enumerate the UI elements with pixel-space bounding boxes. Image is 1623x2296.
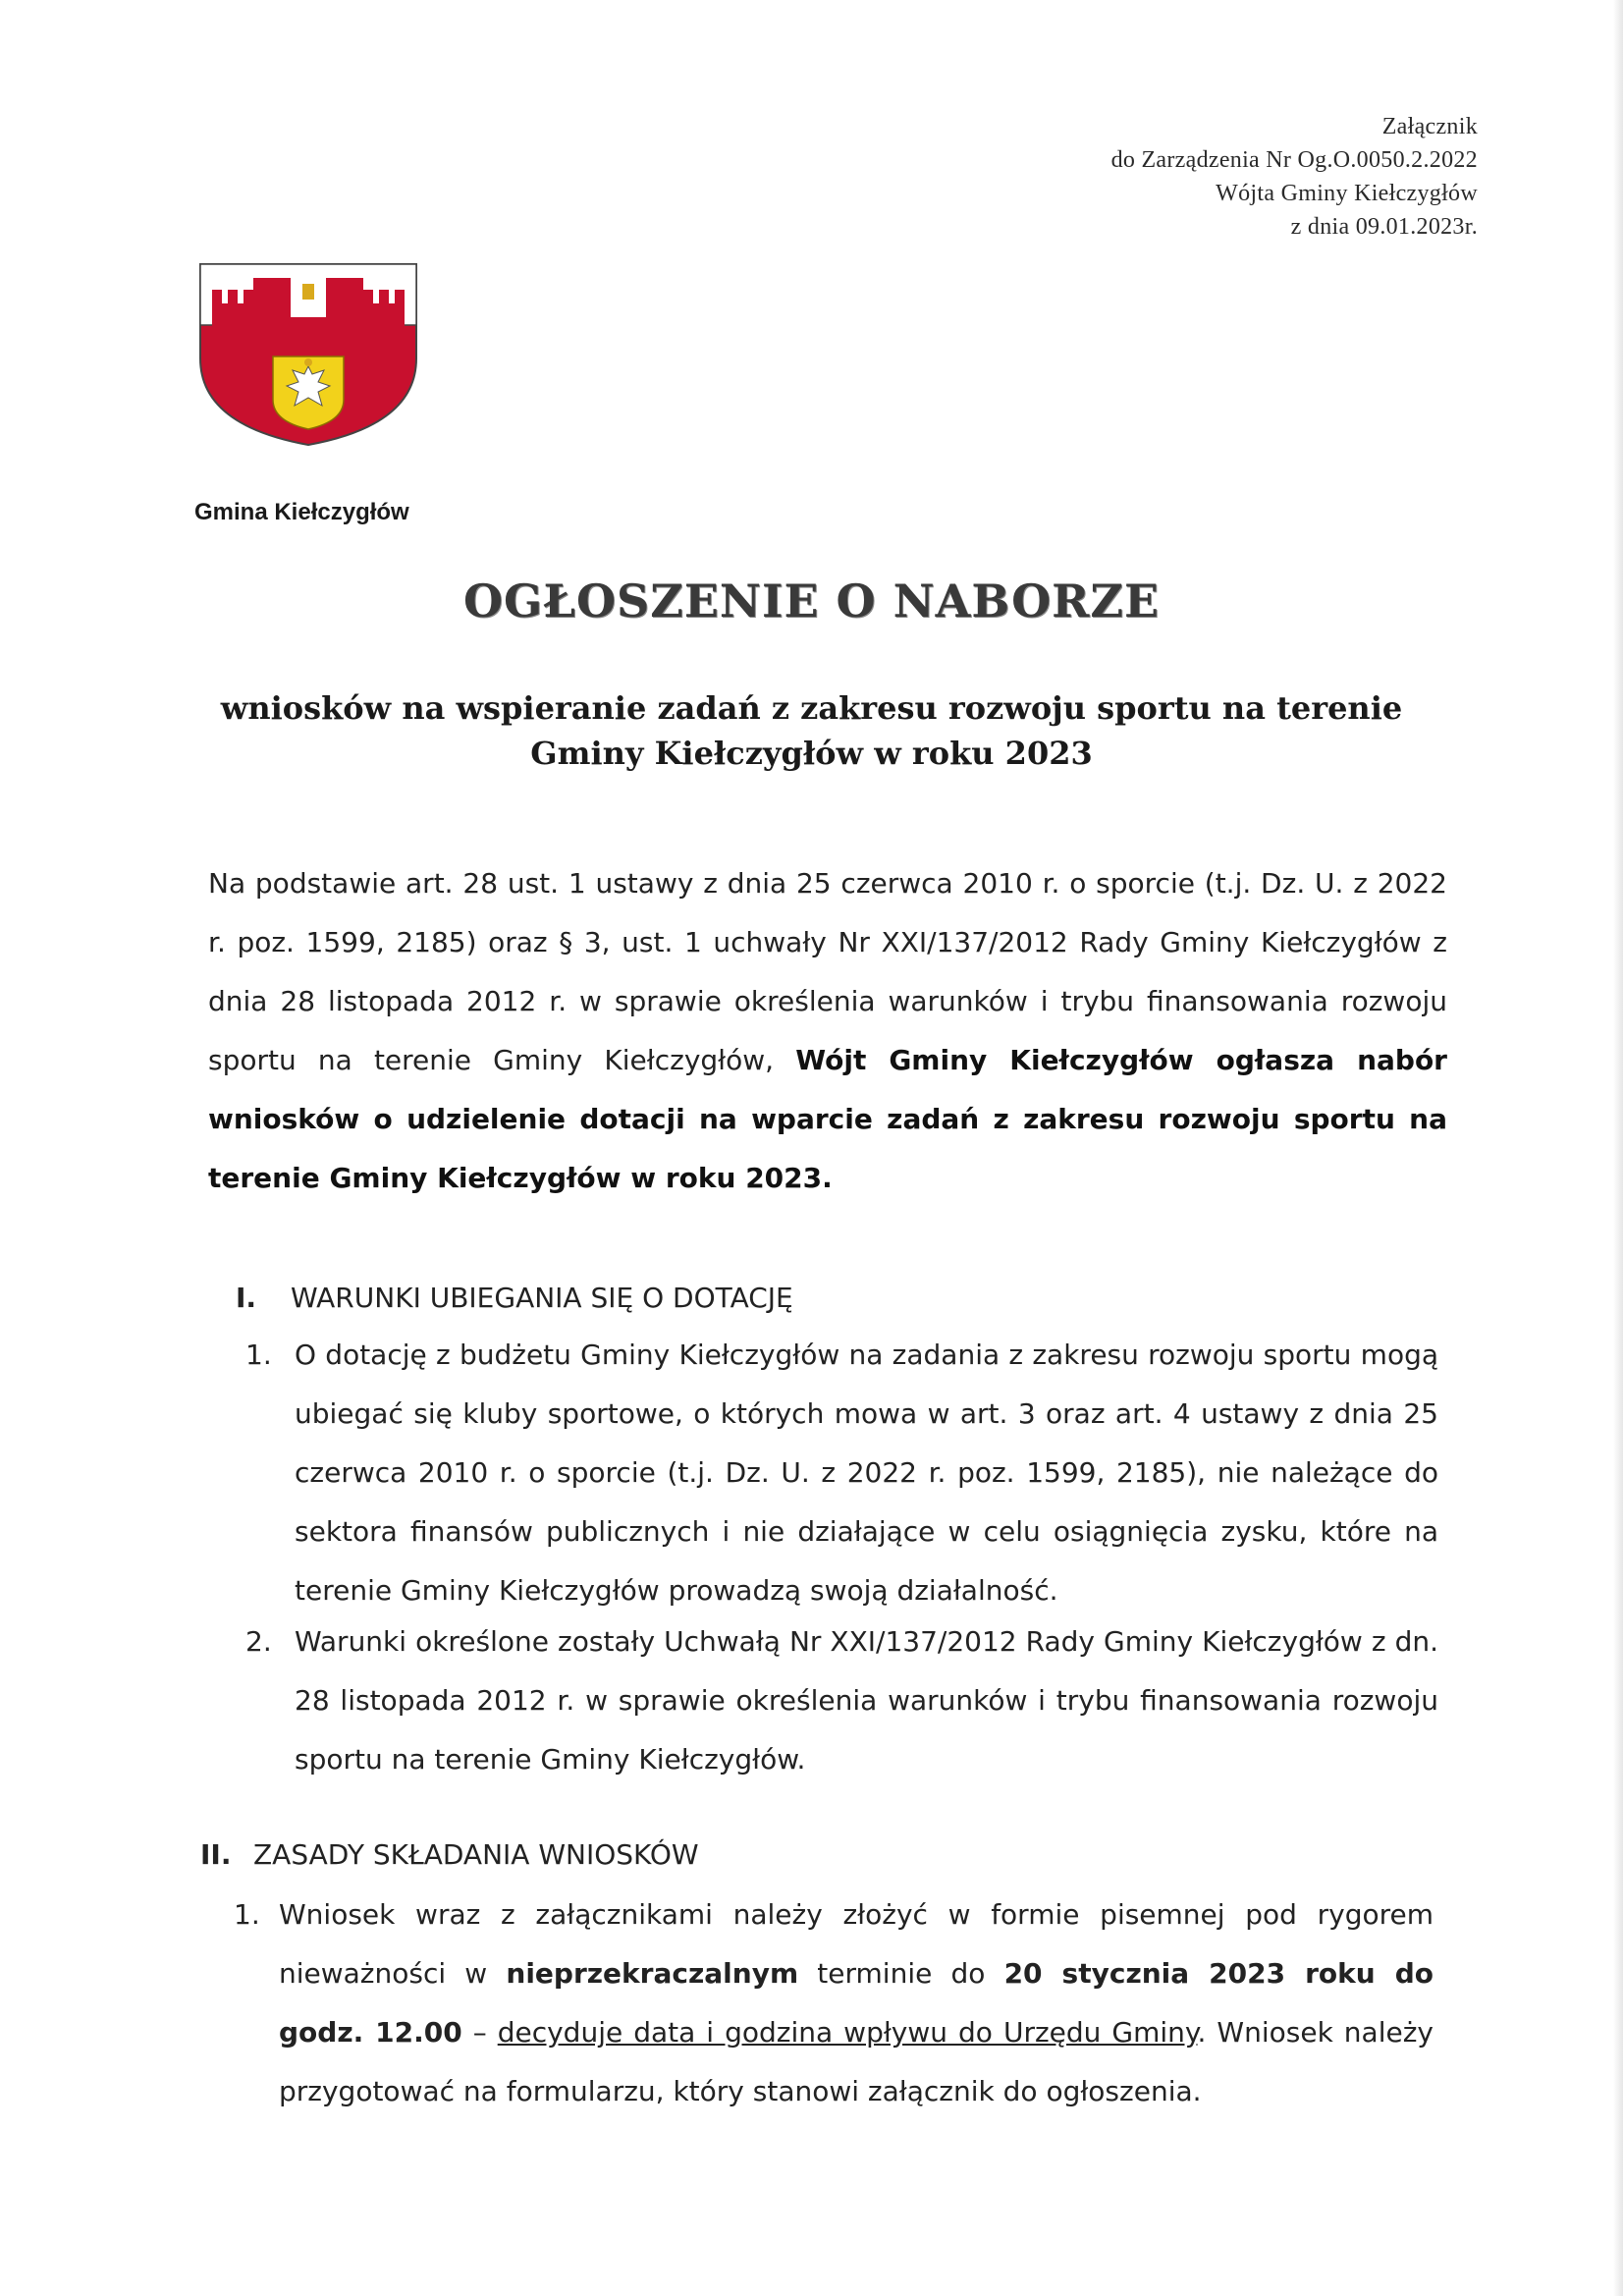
- item-text: O dotację z budżetu Gminy Kiełczygłów na zadania z zakresu rozwoju sportu mogą ubiegać się kluby sportowe, o których mowa w art. 3 oraz art. 4 ustawy z dnia 25 czerwca 2010 r. o sporcie (t.j. Dz. U. z 2022 r. poz. 1599, 2185), nie należące do sektora finansów publicznych i nie działające w celu osiągnięcia zysku, które na terenie Gminy Kiełczygłów prowadzą swoją działalność.: [295, 1339, 1438, 1607]
- underlined-text: decyduje data i godzina wpływu do Urzędu Gminy: [497, 2016, 1198, 2049]
- item-text: –: [461, 2016, 498, 2049]
- attachment-note: [967, 110, 1478, 244]
- section-number: I.: [236, 1282, 257, 1314]
- item-bold-text: nieprzekraczalnym: [506, 1957, 799, 1990]
- section-heading-2: [200, 1838, 699, 1871]
- section-heading-1: [236, 1282, 793, 1314]
- list-item: [234, 1886, 1434, 2121]
- deadline-text: 20 stycznia 2023 roku do godz. 12.00: [279, 1957, 1434, 2049]
- section-number: II.: [200, 1838, 232, 1871]
- intro-bold-text: Wójt Gminy Kiełczygłów ogłasza nabór wniosków o udzielenie dotacji na wparcie zadań z zakresu rozwoju sportu na terenie Gminy Kiełczygłów w roku 2023.: [208, 1044, 1447, 1194]
- intro-paragraph: [208, 854, 1447, 1208]
- list-item: [245, 1326, 1438, 1620]
- list-item: [245, 1613, 1438, 1789]
- attachment-line: z dnia 09.01.2023r.: [1290, 214, 1478, 240]
- item-text: terminie do: [798, 1957, 1004, 1990]
- subtitle-line: Gminy Kiełczygłów w roku 2023: [530, 735, 1093, 772]
- section-title: WARUNKI UBIEGANIA SIĘ O DOTACJĘ: [291, 1282, 793, 1314]
- item-number: 1.: [245, 1339, 272, 1371]
- item-number: 1.: [234, 1898, 260, 1931]
- page-edge: [1613, 0, 1623, 2296]
- item-text: Wniosek wraz z załącznikami należy złożyć w formie pisemnej pod rygorem nieważności w: [279, 1898, 1434, 1990]
- intro-text: Na podstawie art. 28 ust. 1 ustawy z dnia 25 czerwca 2010 r. o sporcie (t.j. Dz. U. z 2022 r. poz. 1599, 2185) oraz § 3, ust. 1 uchwały Nr XXI/137/2012 Rady Gminy Kiełczygłów z dnia 28 listopada 2012 r. w sprawie określenia warunków i trybu finansowania rozwoju sportu na terenie Gminy Kiełczygłów,: [208, 867, 1447, 1076]
- item-number: 2.: [245, 1625, 272, 1658]
- item-text: Warunki określone zostały Uchwałą Nr XXI/137/2012 Rady Gminy Kiełczygłów z dn. 28 listopada 2012 r. w sprawie określenia warunków i trybu finansowania rozwoju sportu na terenie Gminy Kiełczygłów.: [295, 1625, 1438, 1776]
- attachment-line: Wójta Gminy Kiełczygłów: [1216, 181, 1478, 206]
- section-title: ZASADY SKŁADANIA WNIOSKÓW: [253, 1838, 699, 1871]
- page-title: OGŁOSZENIE O NABORZE: [462, 574, 1161, 628]
- item-text: . Wniosek należy przygotować na formularzu, który stanowi załącznik do ogłoszenia.: [279, 2016, 1434, 2107]
- subtitle-line: wniosków na wspieranie zadań z zakresu rozwoju sportu na terenie: [220, 689, 1403, 727]
- subtitle: [196, 685, 1427, 776]
- municipality-label: Gmina Kiełczygłów: [194, 499, 409, 525]
- attachment-line: do Zarządzenia Nr Og.O.0050.2.2022: [1110, 147, 1478, 173]
- coat-of-arms-icon: [196, 260, 420, 447]
- attachment-line: Załącznik: [1381, 114, 1478, 139]
